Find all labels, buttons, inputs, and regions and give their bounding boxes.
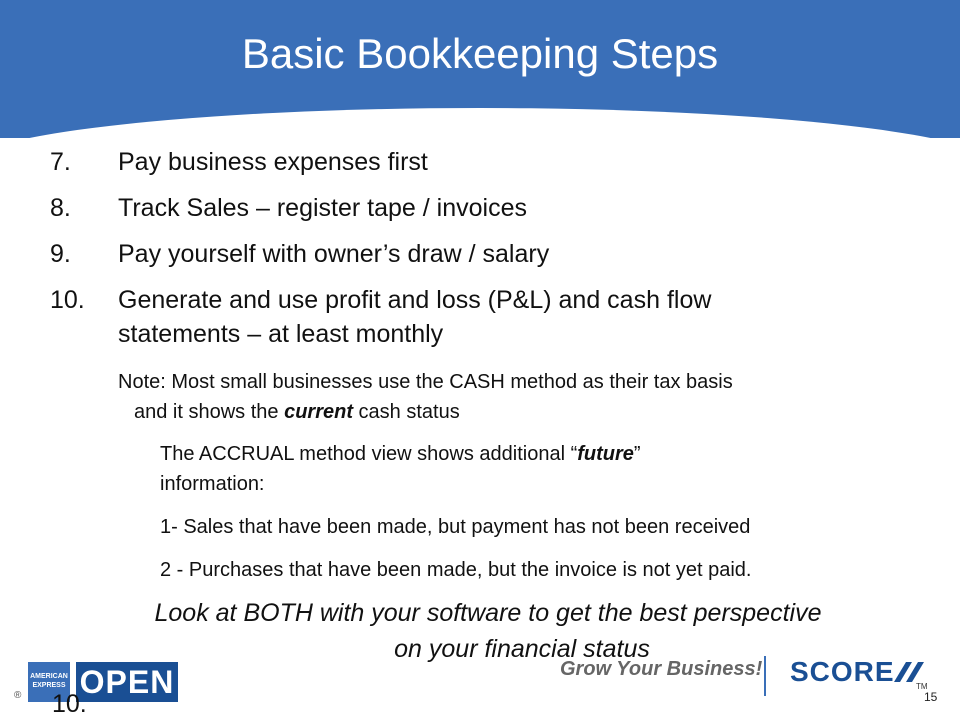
callout-line: on your financial status (394, 635, 650, 663)
note-line (118, 367, 918, 397)
amex-logo: AMERICAN EXPRESS (28, 662, 70, 702)
score-slash-icon (890, 660, 926, 684)
accrual-text: ” (633, 443, 641, 465)
note-emphasis: current (284, 401, 353, 423)
step-number: 8. (50, 194, 71, 222)
step-number: 7. (50, 148, 71, 176)
step-number: 10. (50, 286, 85, 314)
registered-mark: ® (14, 690, 22, 701)
grow-tagline: Grow Your Business! (560, 658, 763, 680)
page-number: 15 (924, 690, 938, 704)
step-text: Track Sales – register tape / invoices (118, 194, 527, 222)
trademark-mark: TM (916, 682, 928, 691)
accrual-text: information: (160, 473, 265, 495)
note-text: cash status (353, 401, 460, 423)
open-logo: OPEN (76, 662, 178, 702)
accrual-item: 2 - Purchases that have been made, but the invoice is not yet paid. (160, 559, 752, 581)
accrual-line (160, 469, 920, 499)
step-text: Pay yourself with owner’s draw / salary (118, 240, 550, 268)
step-text: Generate and use profit and loss (P&L) and cash flow statements – at least monthly (118, 286, 712, 348)
note-text: Note: Most small businesses use the CASH method as their tax basis (118, 371, 733, 393)
slide-title: Basic Bookkeeping Steps (241, 30, 719, 77)
accrual-emphasis: future (577, 443, 634, 465)
step-number: 9. (50, 240, 71, 268)
accrual-item: 1- Sales that have been made, but payment has not been received (160, 516, 751, 538)
score-logo: SCORE (790, 656, 895, 687)
accrual-text: The ACCRUAL method view shows additional “ (160, 443, 578, 465)
accrual-line (160, 439, 920, 469)
footer-divider (764, 656, 766, 696)
step-text: Pay business expenses first (118, 148, 428, 176)
callout-line: Look at BOTH with your software to get the best perspective (154, 599, 822, 627)
note-line (134, 397, 914, 427)
partial-step-number: 10. (52, 690, 87, 718)
note-text: and it shows the (134, 401, 285, 423)
